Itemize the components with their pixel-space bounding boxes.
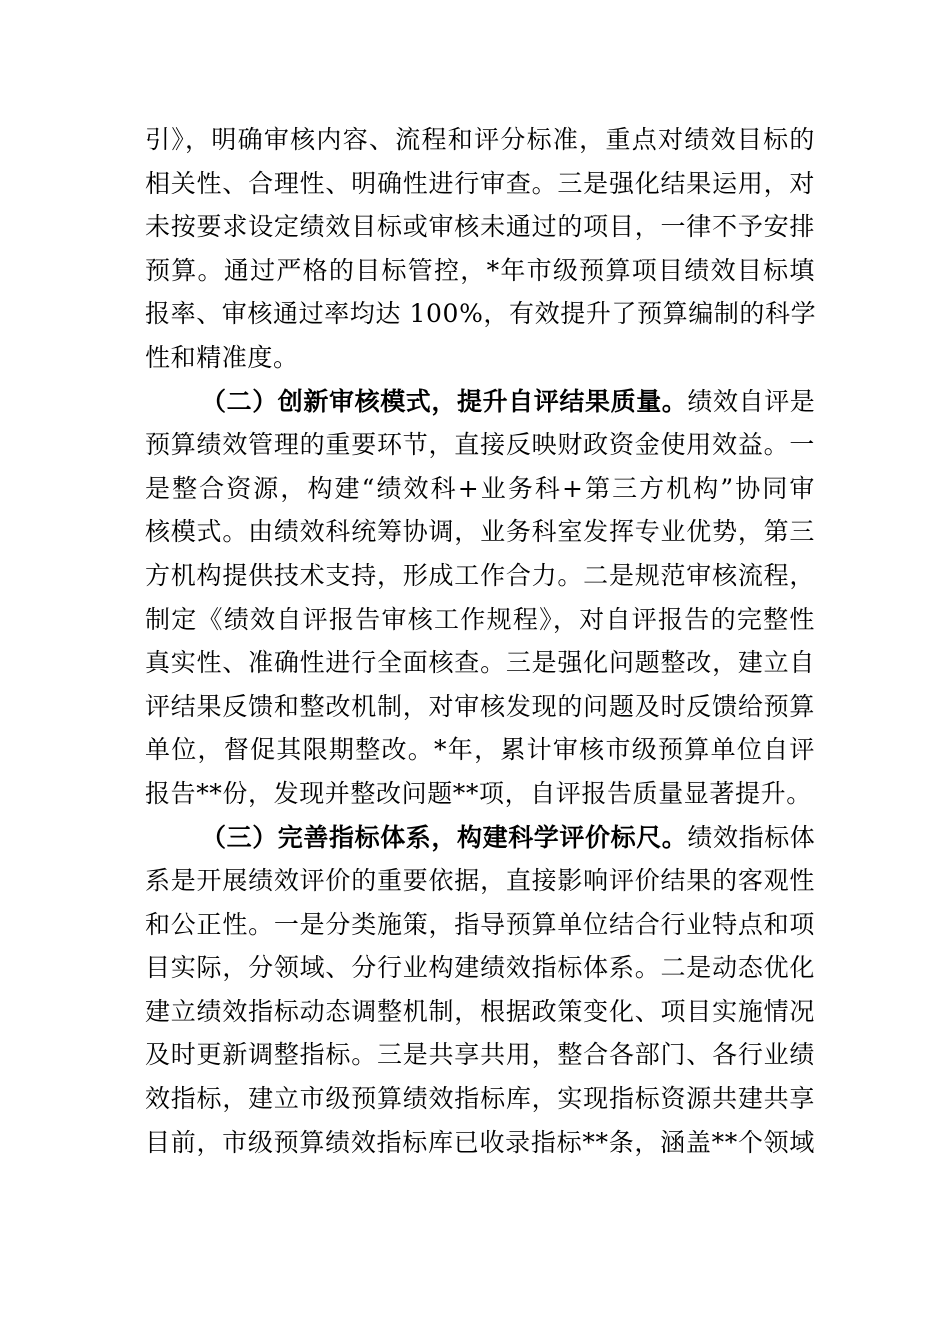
text-line: 目前，市级预算绩效指标库已收录指标**条，涵盖**个领域 [145,1127,815,1157]
text-line: 性和精准度。 [145,342,299,372]
text-line: 效指标，建立市级预算绩效指标库，实现指标资源共建共享 [145,1084,815,1114]
paragraph-3 [145,816,815,1165]
text-line: 预算绩效管理的重要环节，直接反映财政资金使用效益。一 [145,430,815,460]
text-line: 核模式。由绩效科统筹协调，业务科室发挥专业优势，第三 [145,517,815,547]
text-line: 报告**份，发现并整改问题**项，自评报告质量显著提升。 [145,778,812,808]
text-line: 未按要求设定绩效目标或审核未通过的项目，一律不予安排 [145,212,815,242]
text-line: 方机构提供技术支持，形成工作合力。二是规范审核流程， [145,560,815,590]
text-line: 报率、审核通过率均达 100%，有效提升了预算编制的科学 [145,299,817,329]
section-heading: （二）创新审核模式，提升自评结果质量。 [201,386,688,416]
text-line: 单位，督促其限期整改。*年，累计审核市级预算单位自评 [145,735,815,765]
text-run: 绩效自评是 [687,386,816,416]
document-body [145,118,815,1164]
text-line: 及时更新调整指标。三是共享共用，整合各部门、各行业绩 [145,1040,815,1070]
text-line: 引》，明确审核内容、流程和评分标准，重点对绩效目标的 [145,125,815,154]
text-line: 制定《绩效自评报告审核工作规程》，对自评报告的完整性 [145,604,815,634]
text-line: 评结果反馈和整改机制，对审核发现的问题及时反馈给预算 [145,691,815,721]
text-line: 系是开展绩效评价的重要依据，直接影响评价结果的客观性 [145,866,815,896]
paragraph-2 [145,380,815,816]
text-line: 相关性、合理性、明确性进行审查。三是强化结果运用，对 [145,168,815,198]
paragraph-first-line [145,380,815,424]
text-line: 真实性、准确性进行全面核查。三是强化问题整改，建立自 [145,648,815,678]
text-line: 目实际，分领域、分行业构建绩效指标体系。二是动态优化 [145,953,815,983]
text-run: 绩效指标体 [687,822,816,852]
paragraph-1 [145,118,815,380]
text-line: 预算。通过严格的目标管控，*年市级预算项目绩效目标填 [145,255,815,285]
paragraph-first-line [145,816,815,860]
text-line: 建立绩效指标动态调整机制，根据政策变化、项目实施情况 [145,996,815,1026]
section-heading: （三）完善指标体系，构建科学评价标尺。 [201,822,688,852]
text-line: 和公正性。一是分类施策，指导预算单位结合行业特点和项 [145,909,815,939]
text-line: 是整合资源，构建“绩效科+业务科+第三方机构”协同审 [145,473,815,503]
